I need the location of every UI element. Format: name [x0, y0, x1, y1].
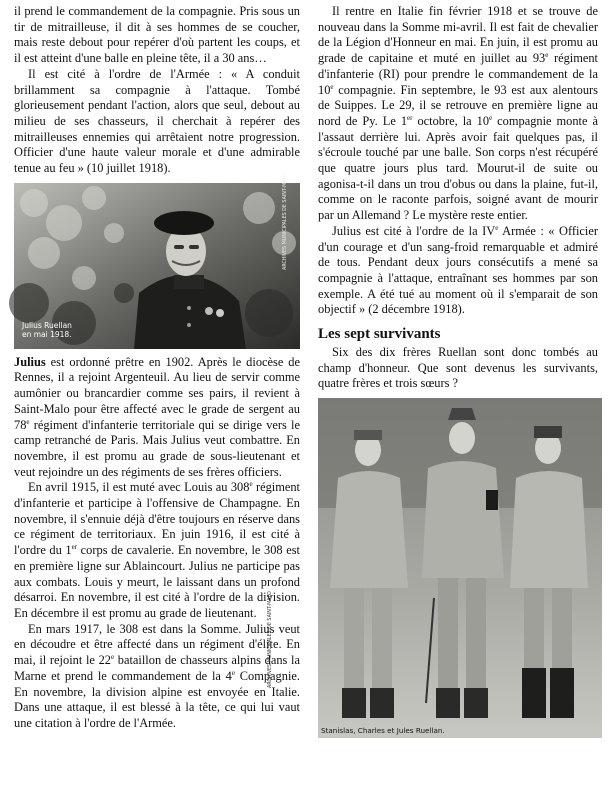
group-photo-image — [318, 398, 602, 738]
portrait-caption-line-2: en mai 1918. — [22, 329, 72, 339]
text-span: corps de cavalerie. En novembre, le 308 est en première ligne sur Ablaincourt. Julius ne participe pas aux combats. Louis y meurt, le laissant dans un profond désarroi. En novembre, il est cité à l'ordre de la division. En décembre il est promu au grade de lieutenant. — [14, 543, 300, 620]
portrait-caption — [22, 321, 72, 339]
text-span: bataillon de chasseurs alpins dans la Marne et prend le commandement de la 4 — [14, 653, 300, 683]
text-span: compagnie. Fin septembre, le 93 est aux alentours de Suippes. Le 29, il se retrouve en première ligne au nord de Py. Le 1 — [318, 82, 598, 128]
text-span: Armée : « Officier d'un courage et d'un sang-froid remarquable et admiré de tous. Pendant deux jours consécutifs a mené sa compagnie à l'attaque, entraînant ses hommes par son exemple. A été tué au moment où il s'emparait de son objectif » (2 décembre 1918). — [318, 223, 598, 317]
paragraph-julius-ordination — [14, 355, 300, 481]
superscript: e — [26, 417, 30, 426]
text-span: régiment d'infanterie (RI) pour prendre le commandement de la 10 — [318, 51, 598, 97]
superscript: er — [71, 543, 78, 552]
text-span: est ordonné prêtre en 1902. Après le diocèse de Rennes, il a rejoint Argenteuil. Au lieu de servir comme aumônier ou brancardier comme ses pairs, il revient à Saint-Malo pour être affecté avec le grade de sergent au 78 — [14, 354, 300, 432]
text-span: régiment d'infanterie territoriale qui se dirige vers le camp retranché de Paris. Mais Julius veut combattre. En novembre, il est promu au grade de sous-lieutenant et veut rejoindre un des régiments de ses frères officiers. — [14, 417, 300, 479]
portrait-photo-credit: ARCHIVES MUNICIPALES DE SAINT-MALO — [283, 172, 289, 270]
text-span: Compagnie. En novembre, la division alpine est envoyée en Italie. Dans une attaque, il est blessé à la tête, ce qui lui vaut une citation à l'ordre de l'Armée. — [14, 668, 300, 730]
group-photo-brothers — [268, 398, 602, 738]
paragraph-march-1917 — [14, 622, 300, 732]
right-column — [268, 4, 598, 744]
paragraph-survivors-intro: Six des dix frères Ruellan sont donc tombés au champ d'honneur. Que sont devenus les survivants, quatre frères et trois sœurs ? — [318, 345, 598, 391]
superscript: e — [489, 113, 493, 122]
text-span: Julius est cité à l'ordre de la IV — [332, 223, 496, 238]
superscript: e — [330, 82, 334, 91]
text-span: En avril 1915, il est muté avec Louis au 308 — [28, 480, 250, 495]
paragraph-citation-fourth-army — [318, 224, 598, 318]
portrait-caption-line-1: Julius Ruellan — [22, 320, 72, 330]
superscript: e — [495, 223, 499, 232]
text-span: compagnie monte à l'assaut derrière lui. Après avoir fait quelques pas, il s'écroule touché par une balle. Son corps n'est récupéré que quatre jours plus tard. Mourut-il de suite ou agonisa-t-il dans un trou d'obus ou dans la plaine, fut-il, comme on le raconte parfois, soigné avant de mourir par un Allemand ? Le mystère reste entier. — [318, 113, 598, 223]
paragraph-february-1918 — [318, 4, 598, 224]
superscript: e — [110, 652, 115, 661]
superscript: e — [249, 480, 253, 489]
text-span: octobre, la 10 — [412, 113, 490, 128]
section-heading-survivors: Les sept survivants — [318, 326, 441, 343]
text-span: Il rentre en Italie fin février 1918 et se trouve de nouveau dans la Somme mi-avril. Il est fait de chevalier de la Légion d'Honneur en mai. En juin, il est promu au grade de capitaine et muté en juillet au 93 — [318, 4, 598, 66]
name-julius: Julius — [14, 354, 46, 369]
group-photo-caption: Stanislas, Charles et Jules Ruellan. — [321, 726, 445, 736]
superscript: e — [545, 50, 549, 59]
superscript: er — [407, 113, 413, 122]
portrait-photo-julius — [14, 172, 300, 349]
text-span: régiment d'infanterie et participe à l'offensive de Champagne. En novembre, il s'ennuie déjà d'être toujours en réserve dans ce régiment de territoriaux. En juin 1916, il est cité à l'ordre du 1 — [14, 480, 300, 558]
left-column — [14, 4, 300, 732]
text-span: En mars 1917, le 308 est dans la Somme. Julius veut en découdre et être affecté dans un régiment d'élite. En mai, il rejoint le 22 — [14, 621, 300, 668]
paragraph-april-1915 — [14, 480, 300, 621]
group-photo-credit: ARCHIVES MUNICIPALES DE SAINT-MALO — [268, 591, 273, 689]
superscript: e — [231, 668, 235, 677]
paragraph-death: il prend le commandement de la compagnie. Pris sous un tir de mitrailleuse, il dit à ses hommes de se coucher, mais reste debout pour repérer d'où partent les coups, et il est atteint d'une balle en pleine tête, il a 30 ans… — [14, 4, 300, 66]
paragraph-citation-army: Il est cité à l'ordre de l'Armée : « A conduit brillamment sa compagnie à l'attaque. Tombé glorieusement pendant l'action, alors que seul, debout au milieu de ses chasseurs, il cherchait à repérer des mitrailleuses ennemies qui arrêtaient notre progression. Officier d'une haute valeur morale et d'une admirable tenue au feu » (10 juillet 1918). — [14, 66, 300, 176]
